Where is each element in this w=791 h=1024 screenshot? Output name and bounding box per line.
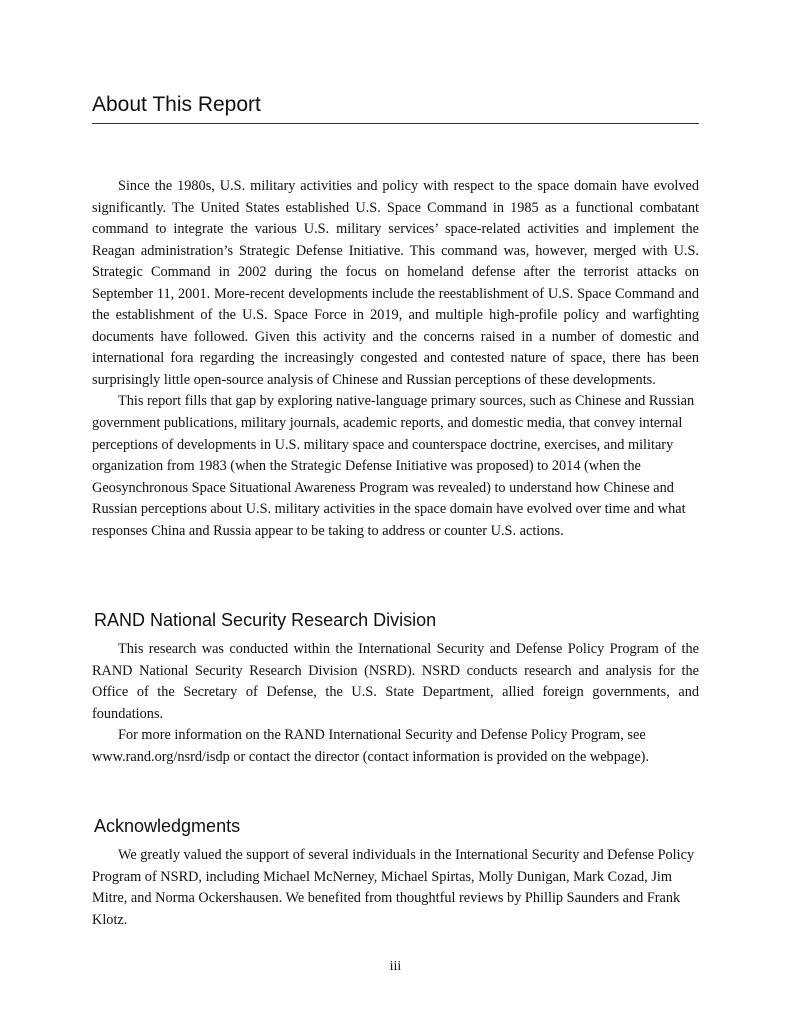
acknowledgments-heading: Acknowledgments	[94, 816, 241, 836]
title-divider	[92, 123, 699, 124]
intro-paragraph-2: This report fills that gap by exploring native-language primary sources, such as Chinese and Russian government publications, military journals, academic reports, and domestic media, that convey internal perceptions of developments in U.S. military space and counterspace doctrine, exercises, and military organization from 1983 (when the Strategic Defense Initiative was proposed) to 2014 (when the Geosynchronous Space Situational Awareness Program was revealed) to understand how Chinese and Russian perceptions about U.S. military activities in the space domain have evolved over time and what responses China and Russia appear to be taking to address or counter U.S. actions.	[92, 393, 695, 539]
rand-division-paragraph-1: This research was conducted within the International Security and Defense Policy Program of the RAND National Security Research Division (NSRD). NSRD conducts research and analysis for the Office of the Secretary of Defense, the U.S. State Department, allied foreign governments, and foundations.	[92, 641, 699, 722]
intro-paragraph-1: Since the 1980s, U.S. military activities and policy with respect to the space domain have evolved significantly. The United States established U.S. Space Command in 1985 as a functional combatant command to integrate the various U.S. military services’ space-related activities and implement the Reagan administration’s Strategic Defense Initiative. This command was, however, merged with U.S. Strategic Command in 2002 during the focus on homeland defense after the terrorist attacks on September 11, 2001. More-recent developments include the reestablishment of U.S. Space Command and the establishment of the U.S. Space Force in 2019, and multiple high-profile policy and warfighting documents have followed. Given this activity and the concerns raised in a number of domestic and international fora regarding the increasingly congested and contested nature of space, there has been surprisingly little open-source analysis of Chinese and Russian perceptions of these developments.	[92, 178, 699, 388]
page-title: About This Report	[92, 93, 261, 116]
intro-section	[92, 176, 699, 542]
acknowledgments-section	[92, 845, 699, 931]
page-number: iii	[389, 959, 402, 974]
rand-division-heading: RAND National Security Research Division	[94, 610, 437, 630]
rand-division-paragraph-2: For more information on the RAND International Security and Defense Policy Program, see www.rand.org/nsrd/isdp or contact the director (contact information is provided on the webpage).	[92, 727, 650, 765]
rand-division-section	[92, 639, 699, 768]
acknowledgments-paragraph: We greatly valued the support of several individuals in the International Security and Defense Policy Program of NSRD, including Michael McNerney, Michael Spirtas, Molly Dunigan, Mark Cozad, Jim Mitre, and Norma Ockershausen. We benefited from thoughtful reviews by Phillip Saunders and Frank Klotz.	[92, 847, 695, 928]
